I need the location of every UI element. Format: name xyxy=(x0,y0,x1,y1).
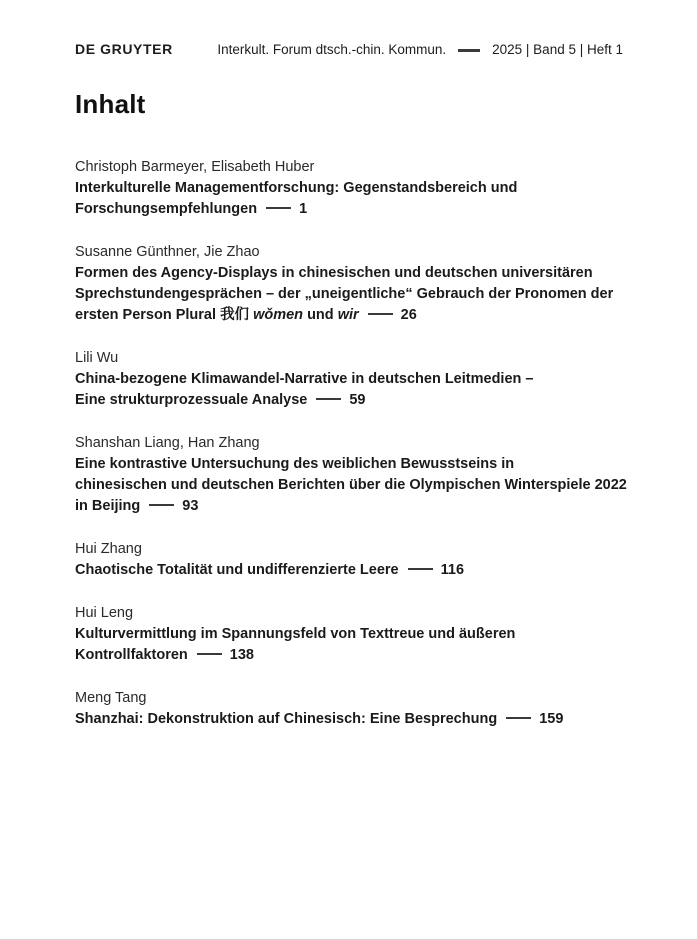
toc-entry xyxy=(75,242,623,326)
title-text: in Beijing xyxy=(75,498,141,514)
title-text: Sprechstundengesprächen – der „uneigentliche“ Gebrauch der Pronomen der xyxy=(75,286,614,302)
title-text: Shanzhai: Dekonstruktion auf Chinesisch: Eine Besprechung xyxy=(75,711,498,727)
italic-text: wir xyxy=(337,307,359,323)
title-text: Kulturvermittlung im Spannungsfeld von Texttreue und äußeren xyxy=(75,626,516,642)
page-number-rule xyxy=(408,568,433,570)
page-number-rule xyxy=(316,398,341,400)
entry-authors: Susanne Günthner, Jie Zhao xyxy=(75,244,260,260)
italic-text: wǒmen xyxy=(253,307,304,323)
entry-title-line xyxy=(75,305,623,326)
toc-entry xyxy=(75,603,623,666)
entry-title xyxy=(75,709,623,730)
page-number-rule xyxy=(266,207,291,209)
entry-authors: Hui Leng xyxy=(75,605,134,621)
entry-title-line xyxy=(75,624,623,645)
page-number: 1 xyxy=(299,201,308,217)
entry-title xyxy=(75,263,623,326)
entry-title-line xyxy=(75,199,623,220)
title-text: und xyxy=(303,307,338,323)
page-number: 93 xyxy=(182,498,199,514)
title-text: chinesischen und deutschen Berichten über die Olympischen Winterspiele 2022 xyxy=(75,477,627,493)
toc-list xyxy=(75,157,627,730)
page-number-rule xyxy=(197,653,222,655)
page-number-rule xyxy=(149,504,174,506)
title-text: Interkulturelle Managementforschung: Gegenstandsbereich und xyxy=(75,180,518,196)
issue-info: 2025 | Band 5 | Heft 1 xyxy=(492,42,623,57)
page-number: 26 xyxy=(400,307,417,323)
entry-authors: Hui Zhang xyxy=(75,541,142,557)
entry-authors: Christoph Barmeyer, Elisabeth Huber xyxy=(75,159,315,175)
entry-title xyxy=(75,560,623,581)
entry-title-line xyxy=(75,496,623,517)
toc-entry xyxy=(75,348,623,411)
entry-title xyxy=(75,454,627,517)
entry-authors: Shanshan Liang, Han Zhang xyxy=(75,435,260,451)
entry-title-line xyxy=(75,709,623,730)
page-number: 159 xyxy=(539,711,564,727)
title-text: ersten Person Plural xyxy=(75,307,221,323)
page-header xyxy=(75,40,623,59)
page-number: 116 xyxy=(440,562,465,578)
header-rule-line xyxy=(458,49,480,52)
entry-title-line xyxy=(75,645,623,666)
entry-title xyxy=(75,369,623,411)
entry-title-line xyxy=(75,390,623,411)
entry-title-line xyxy=(75,369,623,390)
title-text: Kontrollfaktoren xyxy=(75,647,188,663)
title-text: Forschungsempfehlungen xyxy=(75,201,258,217)
entry-title-line xyxy=(75,178,623,199)
title-text: Chaotische Totalität und undifferenzierte Leere xyxy=(75,562,399,578)
entry-title xyxy=(75,178,623,220)
title-text: Formen des Agency-Displays in chinesischen und deutschen universitären xyxy=(75,265,593,281)
page-title: Inhalt xyxy=(75,89,146,119)
title-text: Eine strukturprozessuale Analyse xyxy=(75,392,308,408)
title-text: China-bezogene Klimawandel-Narrative in deutschen Leitmedien – xyxy=(75,371,534,387)
entry-title-line xyxy=(75,284,623,305)
page-number: 59 xyxy=(349,392,366,408)
entry-authors: Meng Tang xyxy=(75,690,147,706)
page-number-rule xyxy=(368,313,393,315)
entry-title-line xyxy=(75,454,623,475)
page-number-rule xyxy=(506,717,531,719)
page-number: 138 xyxy=(229,647,254,663)
entry-title-line xyxy=(75,560,623,581)
toc-entry xyxy=(75,433,627,517)
entry-authors: Lili Wu xyxy=(75,350,119,366)
title-text: Eine kontrastive Untersuchung des weiblichen Bewusstseins in xyxy=(75,456,515,472)
journal-info-line xyxy=(217,41,623,59)
toc-entry xyxy=(75,539,623,581)
journal-abbrev: Interkult. Forum dtsch.-chin. Kommun. xyxy=(217,42,447,57)
entry-title xyxy=(75,624,623,666)
publisher-logo: DE GRUYTER xyxy=(75,41,173,57)
toc-entry xyxy=(75,157,623,220)
cjk-text: 我们 xyxy=(220,307,250,323)
toc-entry xyxy=(75,688,623,730)
entry-title-line xyxy=(75,475,627,496)
entry-title-line xyxy=(75,263,623,284)
